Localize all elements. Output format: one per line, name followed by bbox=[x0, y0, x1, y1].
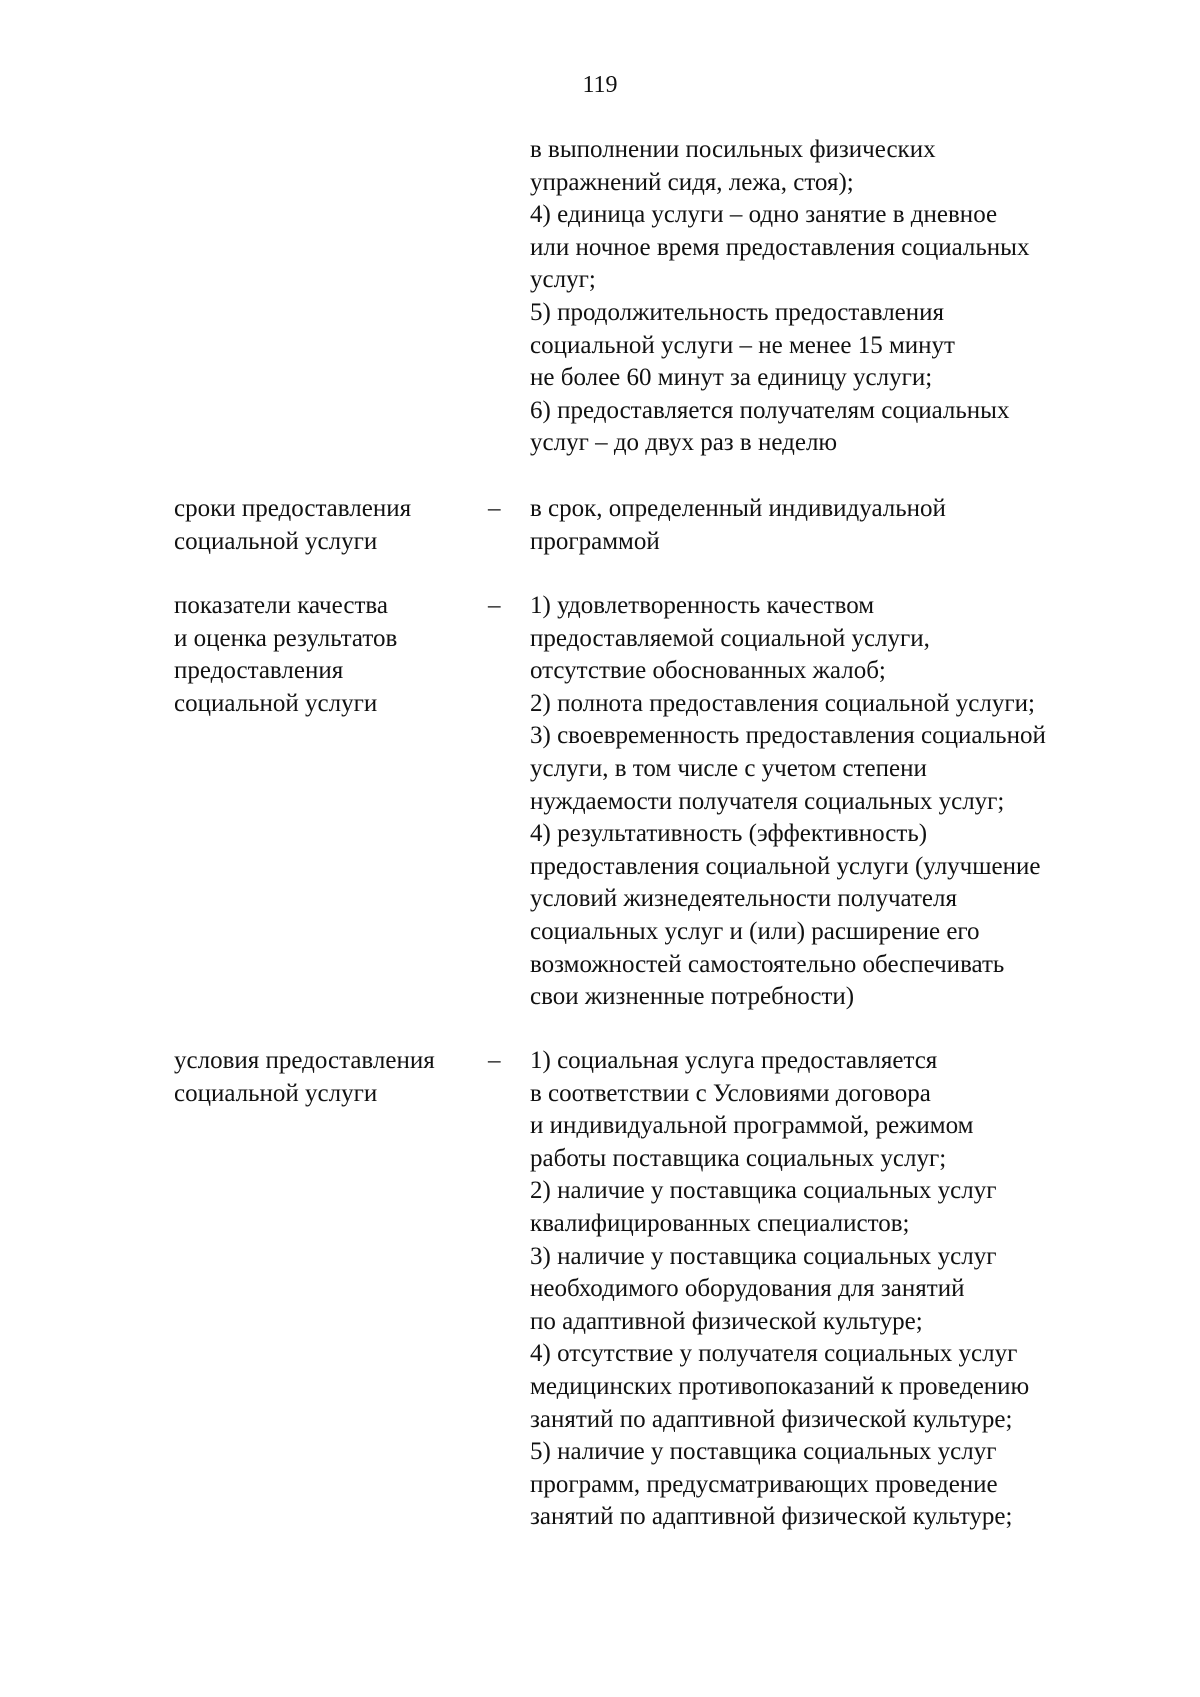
value-line: свои жизненные потребности) bbox=[530, 983, 855, 1011]
text-line: 6) предоставляется получателям социальных bbox=[530, 396, 1010, 424]
row-dash: – bbox=[488, 495, 501, 522]
row-label bbox=[174, 1045, 435, 1110]
page-number: 119 bbox=[582, 72, 618, 98]
value-line: 5) наличие у поставщика социальных услуг bbox=[530, 1438, 997, 1466]
row-value bbox=[530, 590, 1046, 1014]
label-line: социальной услуги bbox=[174, 527, 378, 555]
value-line: 4) отсутствие у получателя социальных услуг bbox=[530, 1340, 1018, 1368]
text-line: услуг; bbox=[530, 266, 596, 294]
text-line: социальной услуги – не менее 15 минут bbox=[530, 331, 955, 359]
row-dash: – bbox=[488, 1047, 501, 1074]
label-line: показатели качества bbox=[174, 592, 388, 619]
value-line: 2) наличие у поставщика социальных услуг bbox=[530, 1177, 997, 1205]
row-label bbox=[174, 493, 411, 558]
value-line: и индивидуальной программой, режимом bbox=[530, 1112, 974, 1140]
value-line: занятий по адаптивной физической культуре; bbox=[530, 1503, 1013, 1531]
value-line: программой bbox=[530, 527, 660, 555]
value-line: 3) наличие у поставщика социальных услуг bbox=[530, 1242, 997, 1270]
value-line: 2) полнота предоставления социальной услуги; bbox=[530, 689, 1035, 717]
value-line: 4) результативность (эффективность) bbox=[530, 820, 928, 848]
value-line: предоставления социальной услуги (улучшение bbox=[530, 852, 1041, 880]
value-line: социальных услуг и (или) расширение его bbox=[530, 917, 980, 945]
label-line: социальной услуги bbox=[174, 689, 378, 717]
value-line: занятий по адаптивной физической культуре; bbox=[530, 1405, 1013, 1433]
value-line: предоставляемой социальной услуги, bbox=[530, 624, 930, 652]
value-line: возможностей самостоятельно обеспечивать bbox=[530, 950, 1005, 978]
label-line: сроки предоставления bbox=[174, 495, 412, 522]
label-line: условия предоставления bbox=[174, 1047, 435, 1074]
value-line: по адаптивной физической культуре; bbox=[530, 1307, 923, 1335]
text-line: услуг – до двух раз в неделю bbox=[530, 429, 838, 457]
text-line: в выполнении посильных физических bbox=[530, 136, 936, 163]
label-line: предоставления bbox=[174, 657, 344, 685]
value-line: 1) удовлетворенность качеством bbox=[530, 592, 875, 619]
text-line: или ночное время предоставления социальных bbox=[530, 233, 1030, 261]
value-line: услуги, в том числе с учетом степени bbox=[530, 754, 927, 782]
text-line: упражнений сидя, лежа, стоя); bbox=[530, 168, 854, 196]
value-line: 3) своевременность предоставления социальной bbox=[530, 722, 1046, 750]
text-line: не более 60 минут за единицу услуги; bbox=[530, 364, 933, 392]
value-line: в соответствии с Условиями договора bbox=[530, 1079, 931, 1107]
value-line: 1) социальная услуга предоставляется bbox=[530, 1047, 938, 1074]
value-line: необходимого оборудования для занятий bbox=[530, 1275, 965, 1303]
label-line: и оценка результатов bbox=[174, 624, 398, 652]
row-dash: – bbox=[488, 592, 501, 619]
row-value bbox=[530, 493, 946, 558]
value-line: работы поставщика социальных услуг; bbox=[530, 1144, 947, 1172]
row-value bbox=[530, 1045, 1029, 1534]
text-line: 5) продолжительность предоставления bbox=[530, 298, 945, 326]
row-label bbox=[174, 590, 397, 720]
value-line: медицинских противопоказаний к проведению bbox=[530, 1372, 1030, 1400]
value-line: программ, предусматривающих проведение bbox=[530, 1470, 998, 1498]
value-line: квалифицированных специалистов; bbox=[530, 1209, 910, 1237]
text-line: 4) единица услуги – одно занятие в дневное bbox=[530, 201, 998, 229]
value-line: нуждаемости получателя социальных услуг; bbox=[530, 787, 1005, 815]
value-line: условий жизнедеятельности получателя bbox=[530, 885, 957, 913]
label-line: социальной услуги bbox=[174, 1079, 378, 1107]
continuation-text bbox=[530, 134, 1029, 460]
value-line: в срок, определенный индивидуальной bbox=[530, 495, 946, 522]
value-line: отсутствие обоснованных жалоб; bbox=[530, 657, 886, 685]
